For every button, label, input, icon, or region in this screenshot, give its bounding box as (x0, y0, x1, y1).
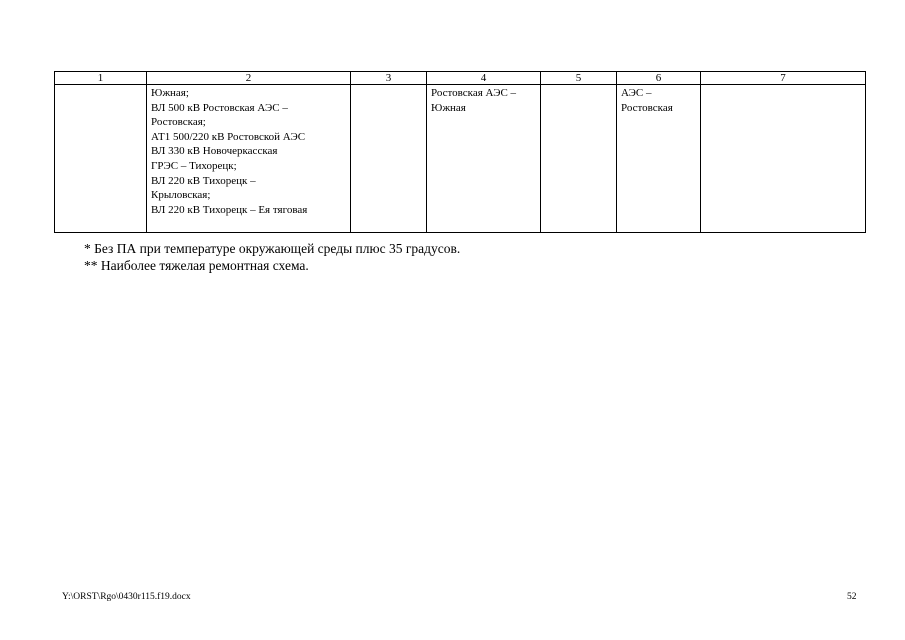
footnote-2: ** Наиболее тяжелая ремонтная схема. (84, 258, 309, 273)
table-header-row (55, 72, 866, 85)
cell-text-line: ГРЭС – Тихорецк; (151, 159, 237, 172)
table-cell-col7 (701, 85, 866, 233)
footer-file-path: Y:\ORST\Rgo\0430r115.f19.docx (62, 592, 191, 602)
table-row (55, 85, 866, 233)
cell-text-line: ВЛ 330 кВ Новочеркасская (151, 145, 278, 158)
column-header-5: 5 (541, 72, 617, 85)
cell-text-line: ВЛ 220 кВ Тихорецк – Ея тяговая (151, 203, 308, 216)
cell-text-line: Южная (431, 101, 466, 114)
table-cell-col1 (55, 85, 147, 233)
table-cell-col2 (147, 85, 351, 233)
cell-text-line: ВЛ 500 кВ Ростовская АЭС – (151, 101, 288, 114)
column-header-1: 1 (55, 72, 147, 85)
footnotes (84, 240, 460, 274)
data-table (54, 71, 866, 233)
column-header-3: 3 (351, 72, 427, 85)
cell-text-line: Крыловская; (151, 189, 211, 202)
cell-text-line: АЭС – (621, 87, 652, 99)
cell-text-line: АТ1 500/220 кВ Ростовской АЭС (151, 130, 306, 143)
cell-text-line: ВЛ 220 кВ Тихорецк – (151, 174, 256, 187)
cell-text-line: Ростовская АЭС – (431, 87, 517, 99)
column-header-7: 7 (701, 72, 866, 85)
column-header-6: 6 (617, 72, 701, 85)
cell-text-line: Южная; (151, 87, 189, 99)
column-header-2: 2 (147, 72, 351, 85)
cell-text-line: Ростовская (621, 101, 673, 114)
table-cell-col4 (427, 85, 541, 233)
cell-text-line: Ростовская; (151, 116, 206, 129)
table-cell-col5 (541, 85, 617, 233)
table-cell-col3 (351, 85, 427, 233)
column-header-4: 4 (427, 72, 541, 85)
footnote-1: * Без ПА при температуре окружающей среды плюс 35 градусов. (84, 241, 461, 256)
page-number: 52 (847, 592, 857, 602)
table-cell-col6 (617, 85, 701, 233)
